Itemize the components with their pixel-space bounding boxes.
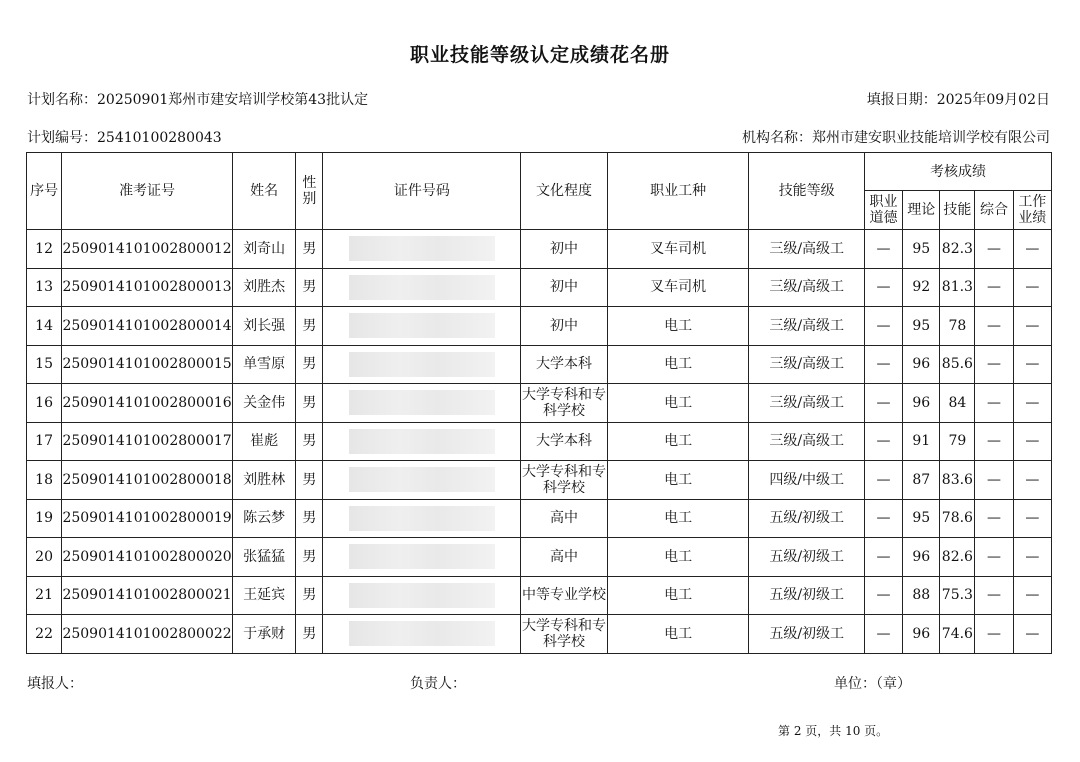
cell-ticket: 2509014101002800013	[62, 268, 233, 307]
header-overall: 综合	[975, 191, 1013, 230]
cell-work-performance: —	[1013, 230, 1051, 269]
cell-occupation: 电工	[607, 307, 749, 346]
cell-ethics: —	[864, 499, 902, 538]
cell-overall: —	[975, 576, 1013, 615]
cell-education: 大学专科和专科学校	[521, 384, 607, 423]
header-id-number: 证件号码	[323, 153, 521, 230]
cell-id-number	[323, 538, 521, 577]
table-row	[27, 268, 1052, 307]
page-indicator: 第 2 页，共 10 页。	[778, 724, 889, 738]
cell-id-number	[323, 345, 521, 384]
cell-ticket: 2509014101002800016	[62, 384, 233, 423]
score-roster-table	[26, 152, 1052, 654]
cell-skill-level: 五级/初级工	[749, 615, 865, 654]
cell-skill: 82.6	[940, 538, 975, 577]
cell-ticket: 2509014101002800020	[62, 538, 233, 577]
cell-overall: —	[975, 345, 1013, 384]
cell-ethics: —	[864, 422, 902, 461]
table-row	[27, 499, 1052, 538]
cell-theory: 91	[903, 422, 940, 461]
cell-ticket: 2509014101002800014	[62, 307, 233, 346]
cell-ethics: —	[864, 538, 902, 577]
header-seq: 序号	[27, 153, 62, 230]
cell-seq: 20	[27, 538, 62, 577]
cell-ethics: —	[864, 615, 902, 654]
table-row	[27, 461, 1052, 500]
cell-ethics: —	[864, 576, 902, 615]
header-education: 文化程度	[521, 153, 607, 230]
cell-skill: 74.6	[940, 615, 975, 654]
table-row	[27, 538, 1052, 577]
table-row	[27, 576, 1052, 615]
cell-seq: 13	[27, 268, 62, 307]
cell-id-number	[323, 307, 521, 346]
cell-gender: 男	[296, 384, 323, 423]
cell-name: 陈云梦	[232, 499, 295, 538]
cell-education: 中等专业学校	[521, 576, 607, 615]
cell-education: 高中	[521, 538, 607, 577]
cell-theory: 95	[903, 499, 940, 538]
cell-education: 大学本科	[521, 422, 607, 461]
cell-education: 大学本科	[521, 345, 607, 384]
cell-ticket: 2509014101002800012	[62, 230, 233, 269]
cell-education: 大学专科和专科学校	[521, 615, 607, 654]
cell-theory: 96	[903, 384, 940, 423]
cell-skill: 81.3	[940, 268, 975, 307]
cell-skill-level: 三级/高级工	[749, 345, 865, 384]
cell-seq: 17	[27, 422, 62, 461]
header-name: 姓名	[232, 153, 295, 230]
cell-occupation: 电工	[607, 538, 749, 577]
cell-ethics: —	[864, 345, 902, 384]
cell-overall: —	[975, 268, 1013, 307]
cell-gender: 男	[296, 499, 323, 538]
cell-work-performance: —	[1013, 499, 1051, 538]
cell-skill-level: 三级/高级工	[749, 230, 865, 269]
cell-theory: 88	[903, 576, 940, 615]
cell-skill: 84	[940, 384, 975, 423]
cell-skill: 75.3	[940, 576, 975, 615]
cell-gender: 男	[296, 461, 323, 500]
cell-id-number	[323, 268, 521, 307]
cell-gender: 男	[296, 538, 323, 577]
cell-occupation: 叉车司机	[607, 230, 749, 269]
cell-education: 初中	[521, 307, 607, 346]
cell-gender: 男	[296, 576, 323, 615]
table-row	[27, 307, 1052, 346]
cell-seq: 22	[27, 615, 62, 654]
unit-seal-label: 单位：（章）	[834, 676, 911, 692]
cell-skill: 82.3	[940, 230, 975, 269]
cell-id-number	[323, 461, 521, 500]
redacted-id-block	[349, 621, 495, 646]
cell-occupation: 电工	[607, 615, 749, 654]
cell-gender: 男	[296, 422, 323, 461]
cell-skill: 78.6	[940, 499, 975, 538]
table-row	[27, 384, 1052, 423]
cell-ticket: 2509014101002800022	[62, 615, 233, 654]
cell-name: 刘奇山	[232, 230, 295, 269]
cell-ticket: 2509014101002800019	[62, 499, 233, 538]
table-row	[27, 615, 1052, 654]
cell-gender: 男	[296, 345, 323, 384]
cell-ticket: 2509014101002800021	[62, 576, 233, 615]
cell-work-performance: —	[1013, 615, 1051, 654]
plan-name: 计划名称：20250901郑州市建安培训学校第43批认定	[27, 92, 369, 108]
cell-overall: —	[975, 384, 1013, 423]
cell-name: 关金伟	[232, 384, 295, 423]
cell-name: 刘胜林	[232, 461, 295, 500]
cell-skill-level: 三级/高级工	[749, 268, 865, 307]
header-occupation: 职业工种	[607, 153, 749, 230]
cell-gender: 男	[296, 615, 323, 654]
redacted-id-block	[349, 275, 495, 300]
cell-name: 单雪原	[232, 345, 295, 384]
header-skill: 技能	[940, 191, 975, 230]
cell-occupation: 电工	[607, 576, 749, 615]
redacted-id-block	[349, 583, 495, 608]
cell-education: 初中	[521, 268, 607, 307]
cell-overall: —	[975, 230, 1013, 269]
cell-work-performance: —	[1013, 538, 1051, 577]
cell-skill-level: 五级/初级工	[749, 538, 865, 577]
cell-ethics: —	[864, 230, 902, 269]
cell-occupation: 电工	[607, 422, 749, 461]
organization-name: 机构名称：郑州市建安职业技能培训学校有限公司	[742, 130, 1050, 146]
header-work-performance: 工作业绩	[1013, 191, 1051, 230]
cell-overall: —	[975, 615, 1013, 654]
header-theory: 理论	[903, 191, 940, 230]
cell-work-performance: —	[1013, 345, 1051, 384]
cell-ethics: —	[864, 461, 902, 500]
cell-gender: 男	[296, 268, 323, 307]
cell-skill: 85.6	[940, 345, 975, 384]
cell-skill: 78	[940, 307, 975, 346]
cell-skill: 79	[940, 422, 975, 461]
cell-seq: 16	[27, 384, 62, 423]
cell-id-number	[323, 384, 521, 423]
cell-skill: 83.6	[940, 461, 975, 500]
header-ethics: 职业道德	[864, 191, 902, 230]
redacted-id-block	[349, 467, 495, 492]
owner-label: 负责人：	[410, 676, 466, 692]
cell-overall: —	[975, 461, 1013, 500]
header-scores: 考核成绩	[864, 153, 1051, 191]
cell-gender: 男	[296, 307, 323, 346]
cell-occupation: 电工	[607, 384, 749, 423]
table-row	[27, 345, 1052, 384]
cell-theory: 96	[903, 345, 940, 384]
cell-id-number	[323, 615, 521, 654]
cell-id-number	[323, 230, 521, 269]
cell-work-performance: —	[1013, 307, 1051, 346]
redacted-id-block	[349, 313, 495, 338]
cell-ethics: —	[864, 307, 902, 346]
cell-work-performance: —	[1013, 268, 1051, 307]
redacted-id-block	[349, 429, 495, 454]
cell-occupation: 电工	[607, 461, 749, 500]
cell-education: 大学专科和专科学校	[521, 461, 607, 500]
cell-overall: —	[975, 538, 1013, 577]
cell-skill-level: 三级/高级工	[749, 422, 865, 461]
redacted-id-block	[349, 506, 495, 531]
cell-theory: 92	[903, 268, 940, 307]
cell-seq: 18	[27, 461, 62, 500]
table-row	[27, 422, 1052, 461]
cell-occupation: 电工	[607, 499, 749, 538]
cell-theory: 95	[903, 230, 940, 269]
fill-date: 填报日期：2025年09月02日	[866, 92, 1050, 108]
cell-skill-level: 四级/中级工	[749, 461, 865, 500]
document-title: 职业技能等级认定成绩花名册	[409, 44, 670, 66]
cell-name: 于承财	[232, 615, 295, 654]
cell-name: 刘胜杰	[232, 268, 295, 307]
cell-skill-level: 五级/初级工	[749, 499, 865, 538]
table-row	[27, 230, 1052, 269]
cell-work-performance: —	[1013, 384, 1051, 423]
cell-skill-level: 五级/初级工	[749, 576, 865, 615]
cell-theory: 95	[903, 307, 940, 346]
cell-occupation: 电工	[607, 345, 749, 384]
cell-name: 张猛猛	[232, 538, 295, 577]
cell-overall: —	[975, 422, 1013, 461]
cell-theory: 96	[903, 615, 940, 654]
redacted-id-block	[349, 544, 495, 569]
cell-id-number	[323, 576, 521, 615]
cell-name: 刘长强	[232, 307, 295, 346]
cell-id-number	[323, 422, 521, 461]
cell-ethics: —	[864, 384, 902, 423]
redacted-id-block	[349, 352, 495, 377]
cell-ticket: 2509014101002800018	[62, 461, 233, 500]
cell-seq: 12	[27, 230, 62, 269]
cell-name: 王延宾	[232, 576, 295, 615]
cell-skill-level: 三级/高级工	[749, 307, 865, 346]
cell-theory: 96	[903, 538, 940, 577]
cell-ethics: —	[864, 268, 902, 307]
cell-name: 崔彪	[232, 422, 295, 461]
cell-skill-level: 三级/高级工	[749, 384, 865, 423]
plan-number: 计划编号：25410100280043	[27, 130, 222, 146]
cell-overall: —	[975, 499, 1013, 538]
cell-seq: 15	[27, 345, 62, 384]
cell-id-number	[323, 499, 521, 538]
cell-ticket: 2509014101002800015	[62, 345, 233, 384]
header-ticket: 准考证号	[62, 153, 233, 230]
cell-theory: 87	[903, 461, 940, 500]
header-gender: 性别	[296, 153, 323, 230]
cell-occupation: 叉车司机	[607, 268, 749, 307]
cell-seq: 21	[27, 576, 62, 615]
header-skill-level: 技能等级	[749, 153, 865, 230]
redacted-id-block	[349, 390, 495, 415]
cell-work-performance: —	[1013, 576, 1051, 615]
cell-gender: 男	[296, 230, 323, 269]
cell-education: 初中	[521, 230, 607, 269]
cell-education: 高中	[521, 499, 607, 538]
cell-work-performance: —	[1013, 422, 1051, 461]
cell-ticket: 2509014101002800017	[62, 422, 233, 461]
cell-seq: 19	[27, 499, 62, 538]
cell-work-performance: —	[1013, 461, 1051, 500]
cell-overall: —	[975, 307, 1013, 346]
filler-label: 填报人：	[27, 676, 83, 692]
redacted-id-block	[349, 236, 495, 261]
cell-seq: 14	[27, 307, 62, 346]
